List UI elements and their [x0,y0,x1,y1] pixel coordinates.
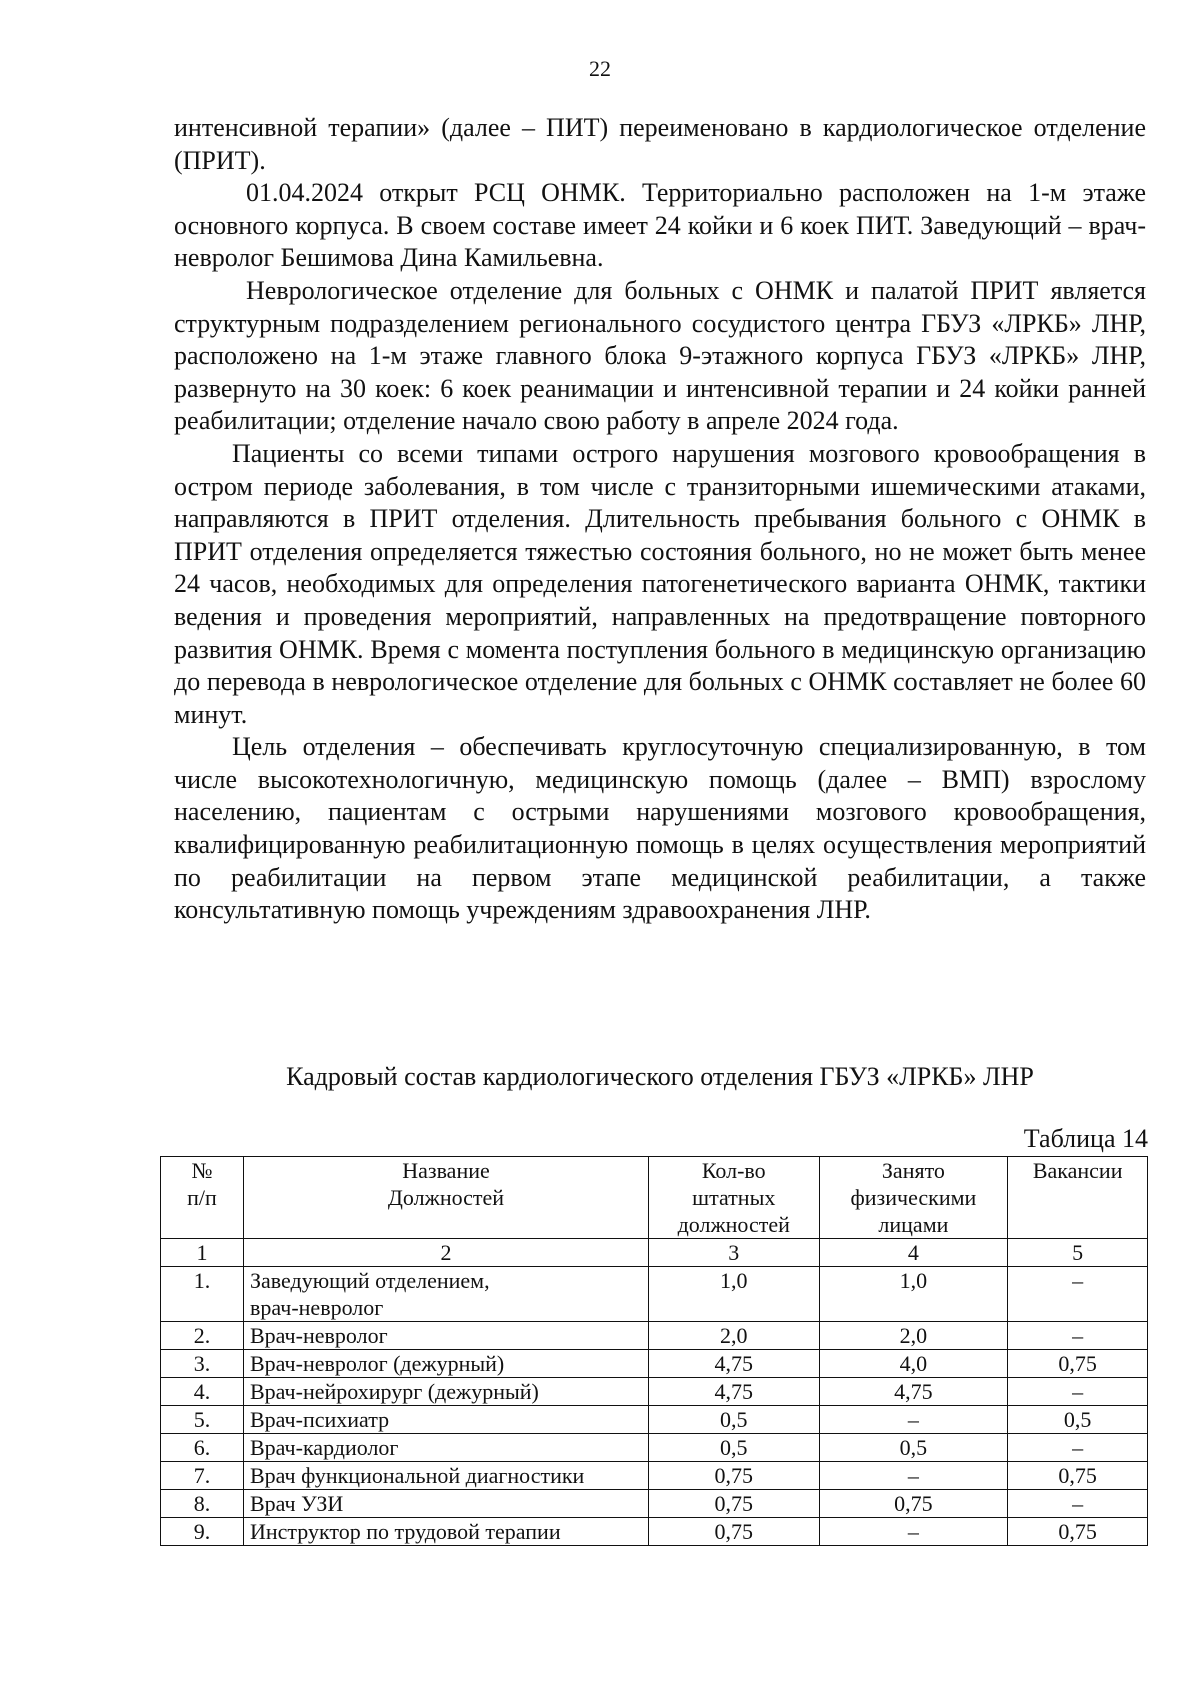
row-filled: 4,0 [819,1350,1008,1378]
header-filled: Занято физическими лицами [819,1157,1008,1239]
row-name: Врач-невролог [244,1322,649,1350]
paragraph: Цель отделения – обеспечивать круглосуточную специализированную, в том числе высокотехнологичную, медицинскую помощь (далее – ВМП) взрослому населению, пациентам с острыми нарушениями мозгового кровообращения, квалифицированную реабилитационную помощь в целях осуществления мероприятий по реабилитации на первом этапе медицинской реабилитации, а также консультативную помощь учреждениям здравоохранения ЛНР. [174,732,1146,925]
row-staff: 0,5 [649,1406,820,1434]
table-header-row [161,1157,1148,1239]
paragraph: интенсивной терапии» (далее – ПИТ) переименовано в кардиологическое отделение (ПРИТ). [174,113,1146,175]
staff-table [160,1156,1148,1546]
column-number-row [161,1239,1148,1267]
row-name: Инструктор по трудовой терапии [244,1518,649,1546]
row-staff: 4,75 [649,1378,820,1406]
paragraph: Пациенты со всеми типами острого нарушения мозгового кровообращения в остром периоде заболевания, в том числе с транзиторными ишемическими атаками, направляются в ПРИТ отделения. Длительность пребывания больного с ОНМК в ПРИТ отделения определяется тяжестью состояния больного, но не может быть менее 24 часов, необходимых для определения патогенетического варианта ОНМК, тактики ведения и проведения мероприятий, направленных на предотвращение повторного развития ОНМК. Время с момента поступления больного в медицинскую организацию до перевода в неврологическое отделение для больных с ОНМК составляет не более 60 минут. [174,438,1146,729]
row-staff: 0,5 [649,1434,820,1462]
row-name: Врач-нейрохирург (дежурный) [244,1378,649,1406]
row-filled: – [819,1462,1008,1490]
row-filled: – [819,1406,1008,1434]
row-name: Врач-невролог (дежурный) [244,1350,649,1378]
row-filled: 4,75 [819,1378,1008,1406]
row-vacancies: – [1008,1378,1148,1406]
row-no: 9. [161,1518,244,1546]
row-no: 2. [161,1322,244,1350]
row-no: 8. [161,1490,244,1518]
paragraph: 01.04.2024 открыт РСЦ ОНМК. Территориально расположен на 1-м этаже основного корпуса. В своем составе имеет 24 койки и 6 коек ПИТ. Заведующий – врач-невролог Бешимова Дина Камильевна. [174,178,1146,273]
row-vacancies: – [1008,1267,1148,1322]
row-staff: 2,0 [649,1322,820,1350]
row-staff: 1,0 [649,1267,820,1322]
row-filled: 1,0 [819,1267,1008,1322]
row-vacancies: 0,75 [1008,1518,1148,1546]
row-staff: 4,75 [649,1350,820,1378]
header-staff: Кол-во штатных должностей [649,1157,820,1239]
row-name: Врач-психиатр [244,1406,649,1434]
column-number: 1 [161,1239,244,1267]
row-no: 3. [161,1350,244,1378]
table-row [161,1462,1148,1490]
row-no: 6. [161,1434,244,1462]
table-row [161,1378,1148,1406]
column-number: 4 [819,1239,1008,1267]
row-name: Врач-кардиолог [244,1434,649,1462]
row-name: Врач УЗИ [244,1490,649,1518]
row-vacancies: – [1008,1490,1148,1518]
row-filled: 2,0 [819,1322,1008,1350]
row-name: Врач функциональной диагностики [244,1462,649,1490]
column-number: 3 [649,1239,820,1267]
row-name: Заведующий отделением, врач-невролог [244,1267,649,1322]
page-number: 22 [589,56,611,81]
row-filled: – [819,1518,1008,1546]
column-number: 5 [1008,1239,1148,1267]
row-staff: 0,75 [649,1490,820,1518]
row-vacancies: – [1008,1322,1148,1350]
table-number: Таблица 14 [1023,1124,1148,1153]
row-no: 1. [161,1267,244,1322]
row-no: 4. [161,1378,244,1406]
table-title: Кадровый состав кардиологического отделения ГБУЗ «ЛРКБ» ЛНР [286,1062,1034,1091]
table-row [161,1490,1148,1518]
row-no: 7. [161,1462,244,1490]
header-no: № п/п [161,1157,244,1239]
row-no: 5. [161,1406,244,1434]
row-filled: 0,5 [819,1434,1008,1462]
body-text [174,112,1146,927]
row-staff: 0,75 [649,1518,820,1546]
table-row [161,1322,1148,1350]
row-vacancies: 0,75 [1008,1462,1148,1490]
row-staff: 0,75 [649,1462,820,1490]
row-vacancies: 0,5 [1008,1406,1148,1434]
table-row [161,1434,1148,1462]
row-vacancies: 0,75 [1008,1350,1148,1378]
row-vacancies: – [1008,1434,1148,1462]
paragraph: Неврологическое отделение для больных с ОНМК и палатой ПРИТ является структурным подразделением регионального сосудистого центра ГБУЗ «ЛРКБ» ЛНР, расположено на 1-м этаже главного блока 9-этажного корпуса ГБУЗ «ЛРКБ» ЛНР, развернуто на 30 коек: 6 коек реанимации и интенсивной терапии и 24 койки ранней реабилитации; отделение начало свою работу в апреле 2024 года. [174,275,1146,436]
table-row [161,1350,1148,1378]
table-row [161,1518,1148,1546]
row-filled: 0,75 [819,1490,1008,1518]
table-row [161,1267,1148,1322]
header-name: Название Должностей [244,1157,649,1239]
column-number: 2 [244,1239,649,1267]
header-vacancies: Вакансии [1008,1157,1148,1239]
table-row [161,1406,1148,1434]
